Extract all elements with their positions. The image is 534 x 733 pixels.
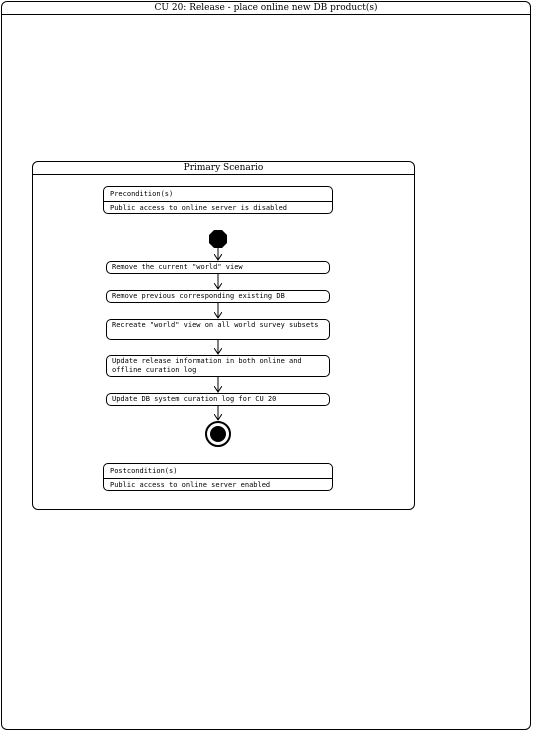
diagram-title: CU 20: Release - place online new DB product(s) — [2, 2, 530, 15]
postcondition-heading: Postcondition(s) — [104, 464, 332, 479]
precondition-text: Public access to online server is disabled — [110, 204, 288, 212]
step-recreate-world-view: Recreate "world" view on all world survey subsets — [106, 319, 330, 340]
precondition-heading: Precondition(s) — [104, 187, 332, 202]
postcondition-box — [103, 463, 333, 491]
step-update-release-info: Update release information in both online and offline curation log — [106, 355, 330, 377]
precondition-box — [103, 186, 333, 214]
postcondition-text: Public access to online server enabled — [110, 481, 271, 489]
scenario-title: Primary Scenario — [33, 162, 414, 175]
step-update-db-system-log: Update DB system curation log for CU 20 — [106, 393, 330, 406]
step-remove-world-view: Remove the current "world" view — [106, 261, 330, 274]
step-remove-existing-db: Remove previous corresponding existing DB — [106, 290, 330, 303]
